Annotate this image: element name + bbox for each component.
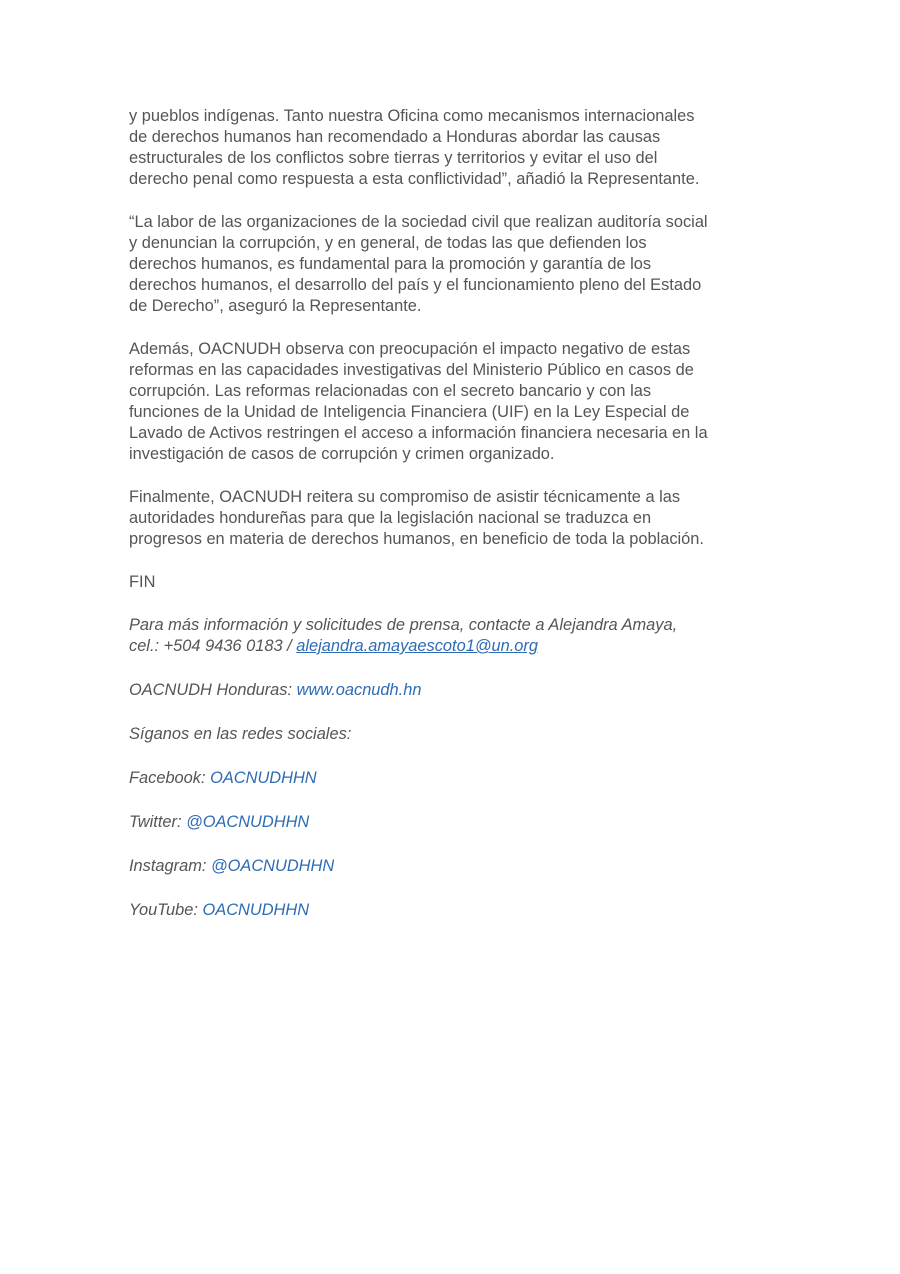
text-line: reformas en las capacidades investigativas del Ministerio Público en casos de [129, 361, 694, 379]
text-line: progresos en materia de derechos humanos, en beneficio de toda la población. [129, 530, 704, 548]
text-line: estructurales de los conflictos sobre tierras y territorios y evitar el uso del [129, 149, 658, 167]
text-line: funciones de la Unidad de Inteligencia Financiera (UIF) en la Ley Especial de [129, 403, 690, 421]
text-line: “La labor de las organizaciones de la sociedad civil que realizan auditoría social [129, 213, 708, 231]
text-line: de derechos humanos han recomendado a Honduras abordar las causas [129, 128, 661, 146]
social-facebook-row [129, 768, 789, 789]
twitter-label: Twitter: [129, 813, 187, 831]
youtube-label: YouTube: [129, 901, 203, 919]
press-contact [129, 615, 789, 657]
instagram-label: Instagram: [129, 857, 211, 875]
paragraph-3 [129, 339, 789, 465]
email-link[interactable]: alejandra.amayaescoto1@un.org [296, 637, 538, 655]
text-line: de Derecho”, aseguró la Representante. [129, 297, 422, 315]
document-page [129, 106, 789, 944]
text-line: Además, OACNUDH observa con preocupación el impacto negativo de estas [129, 340, 691, 358]
press-contact-phone-line [129, 636, 789, 657]
text-line: derechos humanos, el desarrollo del país y el funcionamiento pleno del Estado [129, 276, 702, 294]
phone-text: cel.: +504 9436 0183 / [129, 637, 297, 655]
social-instagram-row [129, 856, 789, 877]
text-line: investigación de casos de corrupción y crimen organizado. [129, 445, 555, 463]
social-heading: Síganos en las redes sociales: [129, 725, 352, 743]
office-website-row [129, 680, 789, 701]
paragraph-2 [129, 212, 789, 317]
instagram-link[interactable]: @OACNUDHHN [211, 857, 335, 875]
text-line: y denuncian la corrupción, y en general, de todas las que defienden los [129, 234, 647, 252]
twitter-link[interactable]: @OACNUDHHN [186, 813, 310, 831]
text-line: Finalmente, OACNUDH reitera su compromiso de asistir técnicamente a las [129, 488, 681, 506]
youtube-link[interactable]: OACNUDHHN [202, 901, 310, 919]
social-twitter-row [129, 812, 789, 833]
text-line: y pueblos indígenas. Tanto nuestra Oficina como mecanismos internacionales [129, 107, 695, 125]
text-line: derecho penal como respuesta a esta conflictividad”, añadió la Representante. [129, 170, 700, 188]
office-website-link[interactable]: www.oacnudh.hn [296, 681, 422, 699]
fin-marker: FIN [129, 573, 156, 591]
social-youtube-row [129, 900, 789, 921]
text-line: autoridades hondureñas para que la legislación nacional se traduzca en [129, 509, 652, 527]
press-contact-line: Para más información y solicitudes de prensa, contacte a Alejandra Amaya, [129, 616, 678, 634]
text-line: corrupción. Las reformas relacionadas con el secreto bancario y con las [129, 382, 652, 400]
text-line: derechos humanos, es fundamental para la promoción y garantía de los [129, 255, 652, 273]
facebook-label: Facebook: [129, 769, 211, 787]
office-label: OACNUDH Honduras: [129, 681, 297, 699]
paragraph-4 [129, 487, 789, 550]
facebook-link[interactable]: OACNUDHHN [210, 769, 317, 787]
paragraph-1 [129, 106, 789, 190]
text-line: Lavado de Activos restringen el acceso a información financiera necesaria en la [129, 424, 708, 442]
